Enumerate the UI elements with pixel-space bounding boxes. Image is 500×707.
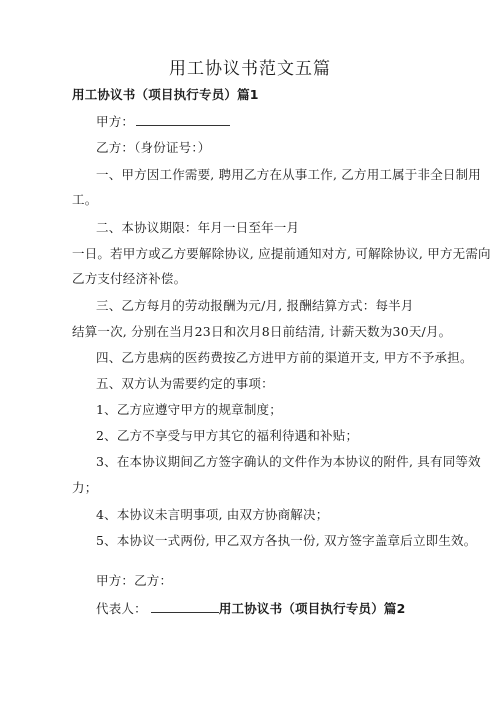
list-item-1: 1、乙方应遵守甲方的规章制度； (96, 402, 282, 417)
paragraph-2-line-3: 乙方支付经济补偿。 (72, 271, 187, 286)
party-a-label: 甲方： (96, 114, 135, 129)
paragraph-4: 四、乙方患病的医药费按乙方进甲方前的渠道开支, 甲方不予承担。 (96, 350, 473, 365)
paragraph-1-line-1: 一、甲方因工作需要, 聘用乙方在从事工作, 乙方用工属于非全日制用 (96, 167, 481, 182)
paragraph-2-line-2: 一日。若甲方或乙方要解除协议, 应提前通知对方, 可解除协议, 甲方无需向 (72, 246, 491, 261)
list-item-5: 5、本协议一式两份, 甲乙双方各执一份, 双方签字盖章后立即生效。 (96, 533, 477, 548)
section-heading-1: 用工协议书（项目执行专员）篇1 (72, 87, 259, 102)
list-item-3-line-2: 力； (72, 480, 98, 495)
paragraph-3-line-2: 结算一次, 分别在当月23日和次月8日前结清, 计薪天数为30天/月。 (72, 324, 452, 339)
representative-label: 代表人： (96, 601, 147, 616)
representative-line (96, 600, 406, 617)
list-item-3-line-1: 3、在本协议期间乙方签字确认的文件作为本协议的附件, 具有同等效 (96, 454, 481, 469)
party-a-line (96, 113, 230, 130)
signature-parties: 甲方：乙方： (96, 573, 173, 588)
paragraph-3-line-1: 三、乙方每月的劳动报酬为元/月, 报酬结算方式：每半月 (96, 298, 414, 313)
paragraph-5: 五、双方认为需要约定的事项： (96, 376, 274, 391)
paragraph-1-line-2: 工。 (72, 192, 98, 207)
list-item-2: 2、乙方不享受与甲方其它的福利待遇和补贴； (96, 428, 359, 443)
representative-blank (151, 600, 219, 613)
section-heading-2: 用工协议书（项目执行专员）篇2 (218, 601, 406, 616)
paragraph-2-line-1: 二、本协议期限：年月一日至年一月 (96, 220, 300, 235)
list-item-4: 4、本协议未言明事项, 由双方协商解决； (96, 507, 329, 522)
party-b-label: 乙方：（身份证号：） (96, 140, 211, 155)
party-a-blank (136, 113, 230, 126)
document-title: 用工协议书范文五篇 (169, 59, 331, 79)
